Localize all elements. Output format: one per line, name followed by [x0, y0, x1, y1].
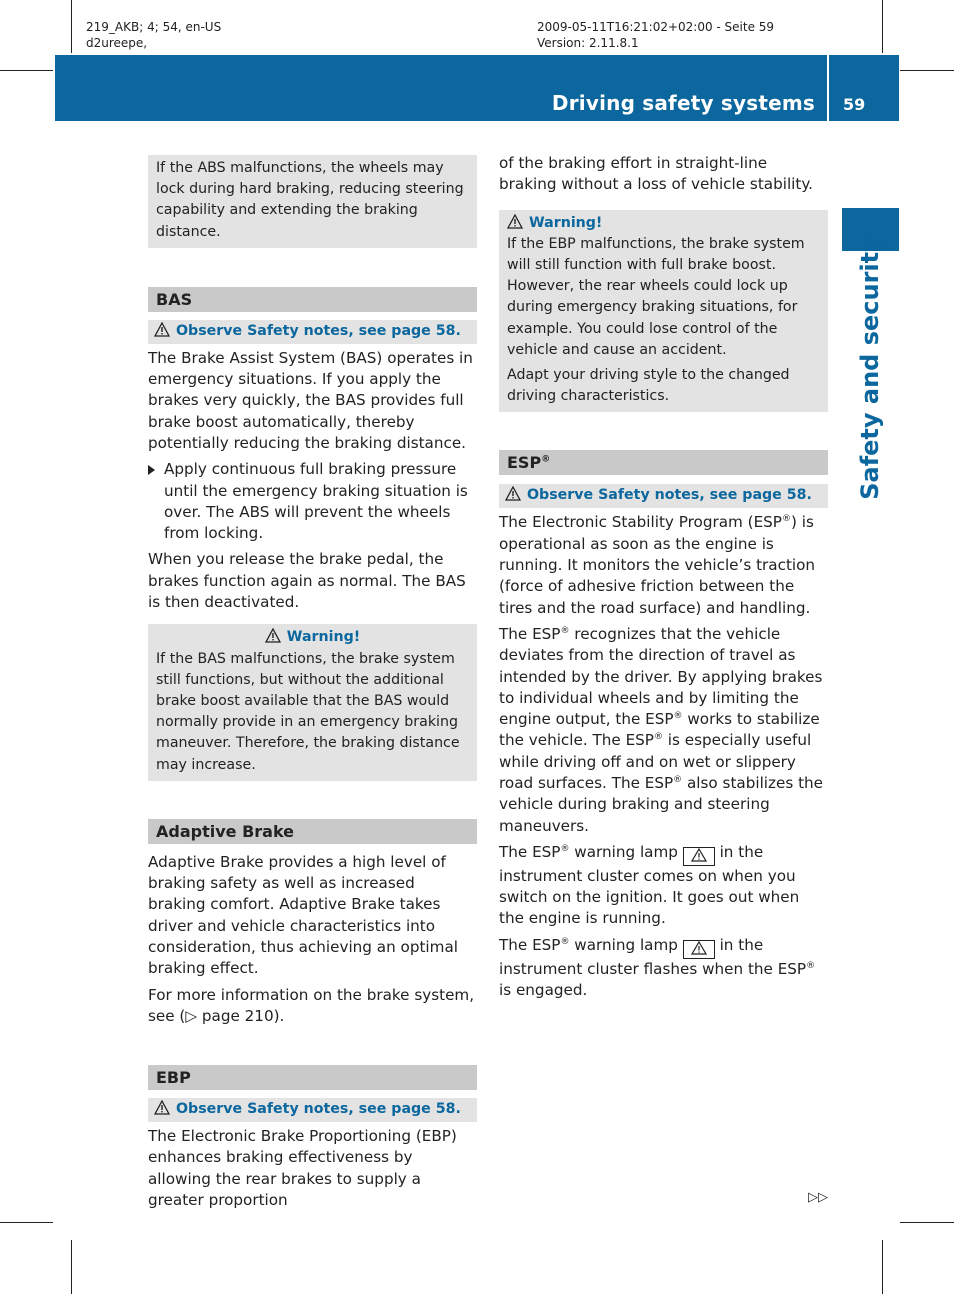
page-ref-arrow-icon: ▷ [185, 1006, 198, 1025]
warning-label: Warning! [529, 214, 603, 231]
page-number: 59 [843, 95, 866, 114]
page-ref-link[interactable]: page 210). [197, 1006, 285, 1025]
esp-paragraph-2 [499, 624, 828, 837]
meta-left [86, 19, 221, 51]
text-run: in the instrument cluster flashes when the ESP [499, 935, 807, 978]
safety-note-esp [499, 484, 828, 508]
text-run: ) is operational as soon as the engine is running. It monitors the vehicle’s traction (force of adhesive friction between the tires and the road surface) and handling. [499, 513, 816, 617]
crop-mark [882, 1240, 883, 1294]
text-run: warning lamp [569, 935, 683, 954]
ebp-paragraph: The Electronic Brake Proportioning (EBP) enhances braking effectiveness by allowing the rear brakes to supply a greater proportion [148, 1127, 457, 1210]
bas-paragraph: The Brake Assist System (BAS) operates in emergency situations. If you apply the brakes very quickly, the BAS provides full brake boost automatically, thereby potentially reducing the braking distance. [148, 348, 473, 452]
text-run: is engaged. [499, 981, 588, 1000]
safety-note-ebp [148, 1098, 477, 1122]
crop-mark [0, 1222, 53, 1223]
heading-bas: BAS [148, 287, 477, 312]
registered-mark: ® [653, 732, 663, 743]
bullet-arrow-icon [148, 465, 155, 475]
bas-warning-box [148, 624, 477, 780]
adaptive-paragraph-2 [148, 985, 477, 1028]
bas-warning-text: If the BAS malfunctions, the brake system still functions, but without the additional brake boost available that the BAS would normally provide in an emergency braking maneuver. Therefore, the braking distance may increase. [156, 650, 460, 773]
warning-triangle-icon [154, 1100, 170, 1115]
text-run: warning lamp [569, 842, 683, 861]
esp-warning-lamp-icon [683, 940, 715, 959]
ebp-paragraph-continued: of the braking effort in straight-line braking without a loss of vehicle stability. [499, 154, 813, 194]
crop-mark [882, 0, 883, 53]
warning-triangle-icon [154, 322, 170, 337]
registered-mark: ® [673, 774, 683, 785]
text-run: recognizes that the vehicle deviates from the direction of travel as intended by the driver. By applying brakes to individual wheels and by limiting the engine output, the ESP [499, 624, 823, 729]
header-divider [827, 55, 829, 121]
bas-bullet-text: Apply continuous full braking pressure until the emergency braking situation is over. The ABS will prevent the wheels from locking. [164, 460, 468, 543]
meta-doc-code: d2ureepe, [86, 36, 148, 50]
text-run: in the instrument cluster comes on when you switch on the ignition. It goes out when the engine is running. [499, 842, 800, 928]
text-run: is especially useful while driving off and on wet or slippery road surfaces. The ESP [499, 731, 812, 792]
meta-right [537, 19, 774, 51]
safety-note-link[interactable]: Observe Safety notes, see page 58. [176, 1101, 461, 1118]
warning-heading [507, 213, 820, 234]
right-column [499, 153, 828, 1006]
registered-mark: ® [781, 514, 791, 525]
warning-triangle-icon [505, 486, 521, 501]
text-run: The Electronic Stability Program (ESP [499, 513, 782, 532]
meta-timestamp: 2009-05-11T16:21:02+02:00 - Seite 59 [537, 20, 775, 34]
registered-mark: ® [673, 711, 683, 722]
text-run: works to stabilize the vehicle. The ESP [499, 710, 820, 750]
registered-mark: ® [541, 455, 551, 466]
left-column [148, 155, 477, 1216]
text-run: For more information on the brake system, see ( [148, 985, 475, 1025]
warning-label: Warning! [286, 629, 361, 646]
heading-adaptive-brake: Adaptive Brake [148, 819, 477, 844]
safety-note-link[interactable]: Observe Safety notes, see page 58. [527, 487, 812, 504]
safety-note-bas [148, 320, 477, 344]
safety-note-link[interactable]: Observe Safety notes, see page 58. [176, 322, 461, 339]
crop-mark [900, 70, 954, 71]
abs-info-box: If the ABS malfunctions, the wheels may lock during hard braking, reducing steering capability and extending the braking distance. [148, 155, 477, 248]
heading-ebp: EBP [148, 1065, 477, 1090]
heading-text: ESP [507, 453, 542, 473]
warning-triangle-icon [265, 628, 281, 643]
bas-bullet [148, 459, 477, 544]
meta-version: Version: 2.11.8.1 [537, 36, 639, 50]
ebp-warning-box [499, 210, 828, 413]
esp-paragraph-1 [499, 512, 828, 618]
crop-mark [71, 1240, 72, 1294]
crop-mark [71, 0, 72, 53]
bas-paragraph-2: When you release the brake pedal, the brakes function again as normal. The BAS is then deactivated. [148, 550, 466, 612]
ebp-warning-text: If the EBP malfunctions, the brake system will still function with full brake boost. However, the rear wheels could lock up during emergency braking situations, for example. You could lose control of the vehicle and cause an accident. [507, 235, 805, 358]
warning-heading [156, 627, 469, 648]
text-run: The ESP [499, 842, 561, 861]
meta-doc-id: 219_AKB; 4; 54, en-US [86, 20, 222, 34]
esp-paragraph-4 [499, 935, 828, 1002]
warning-triangle-icon [507, 214, 523, 229]
registered-mark: ® [806, 960, 816, 971]
text-run: The ESP [499, 935, 561, 954]
continued-arrow-icon: ▷▷ [808, 1190, 828, 1205]
ebp-warning-advice: Adapt your driving style to the changed driving characteristics. [507, 367, 790, 405]
registered-mark: ® [560, 843, 570, 854]
side-tab-label: Safety and security [856, 236, 884, 500]
registered-mark: ® [560, 625, 570, 636]
esp-warning-lamp-icon [683, 847, 715, 866]
section-title: Driving safety systems [551, 91, 815, 115]
crop-mark [0, 70, 53, 71]
text-run: also stabilizes the vehicle during braking and steering maneuvers. [499, 773, 823, 835]
adaptive-paragraph: Adaptive Brake provides a high level of braking safety as well as increased braking comfort. Adaptive Brake takes driver and vehicle characteristics into consideration, thus achieving an optimal braking effect. [148, 852, 458, 978]
heading-esp [499, 450, 828, 475]
esp-paragraph-3 [499, 842, 828, 930]
crop-mark [900, 1222, 954, 1223]
header-bar [55, 55, 899, 121]
registered-mark: ® [560, 936, 570, 947]
text-run: The ESP [499, 624, 561, 643]
